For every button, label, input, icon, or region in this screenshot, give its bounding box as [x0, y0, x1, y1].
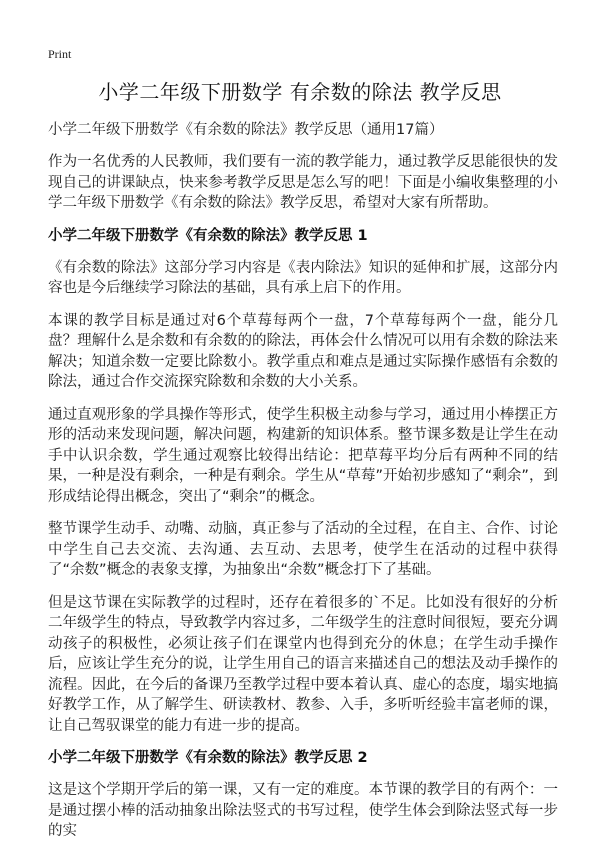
document-body — [48, 120, 558, 854]
section-heading-2: 小学二年级下册数学《有余数的除法》教学反思 2 — [48, 750, 368, 766]
section-heading-1: 小学二年级下册数学《有余数的除法》教学反思 1 — [48, 227, 368, 244]
section-2-paragraph: 这是这个学期开学后的第一课，又有一定的难度。本节课的教学目的有两个：一是通过摆小棒的活动抽象出除法竖式的书写过程，使学生体会到除法竖式每一步的实 — [48, 782, 558, 839]
print-label: Print — [48, 47, 72, 61]
intro-paragraph: 作为一名优秀的人民教师，我们要有一流的教学能力，通过教学反思能很快的发现自己的讲课缺点，快来参考教学反思是怎么写的吧！下面是小编收集整理的小学二年级下册数学《有余数的除法》教学反思，希望对大家有所帮助。 — [48, 154, 558, 211]
section-1-paragraph: 《有余数的除法》这部分学习内容是《表内除法》知识的延伸和扩展，这部分内容也是今后继续学习除法的基础，具有承上启下的作用。 — [48, 259, 558, 296]
section-1-paragraph: 整节课学生动手、动嘴、动脑，真正参与了活动的全过程，在自主、合作、讨论中学生自己去交流、去沟通、去互动、去思考，使学生在活动的过程中获得了“余数”概念的表象支撑，为抽象出“余数”概念打下了基础。 — [48, 521, 558, 578]
section-1-paragraph: 但是这节课在实际教学的过程时，还存在着很多的`不足。比如没有很好的分析二年级学生的特点，导致教学内容过多，二年级学生的注意时间很短，要充分调动孩子的积极性，必须让孩子们在课堂内也得到充分的休息；在学生动手操作后，应该让学生充分的说，让学生用自己的语言来描述自己的想法及动手操作的流程。因此，在今后的备课乃至教学过程中要本着认真、虚心的态度，塌实地搞好教学工作，从了解学生、研读教材、教参、入手，多听听经验丰富老师的课，让自己驾驭课堂的能力有进一步的提高。 — [48, 594, 558, 734]
document-title: 小学二年级下册数学 有余数的除法 教学反思 — [98, 80, 502, 104]
document-subtitle: 小学二年级下册数学《有余数的除法》教学反思（通用17篇） — [48, 122, 444, 138]
section-1-paragraph: 本课的教学目标是通过对6个草莓每两个一盘，7个草莓每两个一盘，能分几盘？理解什么是余数和有余数的的除法，再体会什么情况可以用有余数的除法来解决；知道余数一定要比除数小。教学重点和难点是通过实际操作感悟有余数的除法，通过合作交流探究除数和余数的大小关系。 — [48, 312, 558, 390]
section-1-paragraph: 通过直观形象的学具操作等形式，使学生积极主动参与学习，通过用小棒摆正方形的活动来发现问题，解决问题，构建新的知识体系。整节课多数是让学生在动手中认识余数，学生通过观察比较得出结论：把草莓平均分后有两种不同的结果，一种是没有剩余，一种是有剩余。学生从“草莓”开始初步感知了“剩余”，到形成结论得出概念，突出了“剩余”的概念。 — [48, 406, 558, 505]
